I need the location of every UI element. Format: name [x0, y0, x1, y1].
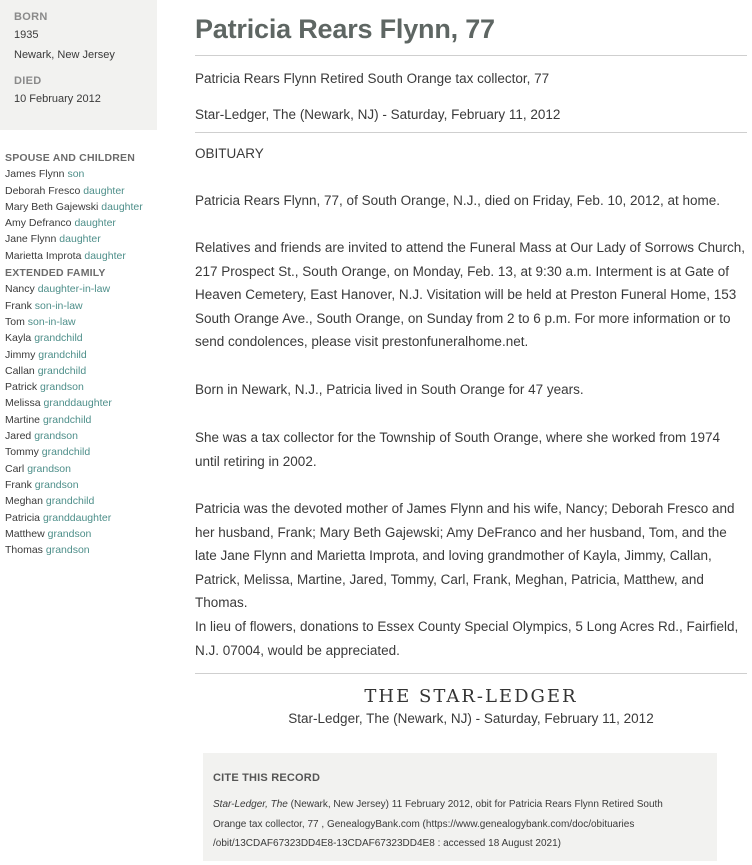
obit-paragraph: She was a tax collector for the Township of South Orange, where she worked from 1974 until retiring in 2002.: [195, 430, 721, 469]
member-relation-link[interactable]: grandson: [45, 544, 90, 557]
member-relation-link[interactable]: grandson: [40, 381, 84, 394]
member-relation-link[interactable]: grandchild: [38, 348, 87, 361]
divider: [195, 132, 747, 133]
cite-heading: CITE THIS RECORD: [213, 772, 321, 784]
member-name: Tommy: [5, 446, 39, 459]
divider: [195, 55, 747, 56]
cite-text: [213, 795, 707, 854]
family-member: [5, 412, 155, 428]
extended-family-heading: EXTENDED FAMILY: [5, 267, 106, 280]
member-name: Patrick: [5, 381, 38, 394]
member-relation-link[interactable]: daughter-in-law: [37, 283, 111, 296]
member-name: Frank: [5, 299, 32, 312]
family-member: [5, 477, 155, 493]
member-relation-link[interactable]: grandson: [47, 527, 92, 540]
member-relation-link[interactable]: daughter: [74, 217, 116, 230]
extended-family-list: [5, 281, 155, 558]
page-title: Patricia Rears Flynn, 77: [195, 14, 495, 44]
member-relation-link[interactable]: daughter: [59, 233, 101, 246]
member-name: James Flynn: [5, 168, 65, 181]
member-relation-link[interactable]: grandchild: [37, 364, 87, 377]
member-name: Marietta Improta: [5, 249, 82, 262]
family-member: [5, 363, 155, 379]
cite-line-3: /obit/13CDAF67323DD4E8-13CDAF67323DD4E8 : accessed 18 August 2021): [213, 838, 561, 849]
member-name: Matthew: [5, 527, 45, 540]
family-list: [5, 150, 155, 558]
member-relation-link[interactable]: grandson: [34, 430, 78, 443]
member-relation-link[interactable]: granddaughter: [42, 511, 112, 524]
cite-line-2: Orange tax collector, 77 , GenealogyBank.com (https://www.genealogybank.com/doc/obituaries: [213, 818, 635, 830]
family-member: [5, 166, 155, 182]
cite-line-1: (Newark, New Jersey) 11 February 2012, obit for Patricia Rears Flynn Retired South: [287, 799, 663, 810]
family-member: [5, 183, 155, 199]
obit-paragraph: Patricia was the devoted mother of James Flynn and his wife, Nancy; Deborah Fresco and her husband, Frank; Mary Beth Gajewski; Amy DeFranco and her husband, Tom, and the late Jane Flynn and Marietta Improta, and loving grandmother of Kayla, Jimmy, Callan, Patrick, Melissa, Martine, Jared, Tommy, Carl, Frank, Meghan, Patricia, Matthew, and Thomas.: [195, 501, 735, 610]
member-relation-link[interactable]: daughter: [83, 184, 125, 197]
family-member: [5, 347, 155, 363]
member-relation-link[interactable]: grandchild: [41, 446, 91, 459]
headline: Patricia Rears Flynn Retired South Orange tax collector, 77: [195, 71, 550, 86]
cite-publication: Star-Ledger, The: [213, 799, 288, 810]
obit-paragraph: In lieu of flowers, donations to Essex County Special Olympics, 5 Long Acres Rd., Fairfield, N.J. 07004, would be appreciated.: [195, 619, 739, 658]
family-member: [5, 395, 155, 411]
obit-paragraph: Relatives and friends are invited to attend the Funeral Mass at Our Lady of Sorrows Church, 217 Prospect St., South Orange, on Monday, Feb. 13, at 9:30 a.m. Interment is at Gate of Heaven Cemetery, East Hanover, N.J. Visitation will be held at Preston Funeral Home, 153 South Orange Ave., South Orange, on Sunday from 2 to 6 p.m. For more information or to send condolences, please visit prestonfuneralhome.net.: [195, 240, 746, 349]
family-member: [5, 444, 155, 460]
member-name: Martine: [5, 413, 41, 426]
family-member: [5, 231, 155, 247]
obit-paragraph: Patricia Rears Flynn, 77, of South Orange, N.J., died on Friday, Feb. 10, 2012, at home.: [195, 193, 721, 208]
family-member: [5, 526, 155, 542]
family-member: [5, 542, 155, 558]
family-member: [5, 428, 155, 444]
member-relation-link[interactable]: grandchild: [45, 495, 95, 508]
family-member: [5, 510, 155, 526]
member-name: Kayla: [5, 332, 32, 345]
died-label: DIED: [14, 75, 42, 87]
cite-record-box: [203, 753, 717, 861]
member-name: Jimmy: [5, 348, 36, 361]
member-name: Amy Defranco: [5, 217, 72, 230]
member-name: Nancy: [5, 283, 35, 296]
family-member: [5, 215, 155, 231]
born-year: 1935: [14, 29, 39, 41]
member-name: Melissa: [5, 397, 41, 410]
member-relation-link[interactable]: granddaughter: [43, 397, 112, 410]
died-date: 10 February 2012: [14, 93, 101, 105]
member-name: Meghan: [5, 495, 43, 508]
family-member: [5, 199, 155, 215]
family-member: [5, 314, 155, 330]
member-name: Callan: [5, 364, 35, 377]
member-relation-link[interactable]: son: [67, 168, 85, 181]
masthead-source: Star-Ledger, The (Newark, NJ) - Saturday, February 11, 2012: [288, 711, 654, 726]
spouse-children-list: [5, 166, 155, 264]
member-name: Jane Flynn: [5, 233, 57, 246]
member-name: Jared: [5, 430, 32, 443]
member-relation-link[interactable]: grandson: [34, 478, 79, 491]
member-relation-link[interactable]: grandchild: [34, 332, 83, 345]
member-relation-link[interactable]: son-in-law: [27, 315, 76, 328]
member-relation-link[interactable]: grandchild: [42, 413, 92, 426]
family-member: [5, 281, 155, 297]
member-relation-link[interactable]: daughter: [84, 249, 126, 262]
member-name: Patricia: [5, 511, 41, 524]
member-name: Deborah Fresco: [5, 184, 81, 197]
newspaper-masthead: THE STAR-LEDGER: [364, 686, 578, 707]
family-member: [5, 298, 155, 314]
family-member: [5, 461, 155, 477]
born-label: BORN: [14, 11, 48, 23]
obit-paragraph: Born in Newark, N.J., Patricia lived in South Orange for 47 years.: [195, 382, 584, 397]
family-member: [5, 493, 155, 509]
member-name: Tom: [5, 315, 25, 328]
member-name: Frank: [5, 478, 32, 491]
member-name: Carl: [5, 462, 25, 475]
spouse-children-heading: SPOUSE AND CHILDREN: [5, 152, 136, 164]
member-relation-link[interactable]: grandson: [27, 462, 71, 475]
vitals-panel: [0, 0, 157, 130]
born-place: Newark, New Jersey: [14, 49, 115, 61]
member-relation-link[interactable]: son-in-law: [34, 299, 83, 312]
divider: [195, 673, 747, 674]
source-line: Star-Ledger, The (Newark, NJ) - Saturday, February 11, 2012: [195, 107, 561, 122]
member-name: Mary Beth Gajewski: [5, 200, 99, 213]
section-label: OBITUARY: [195, 146, 264, 161]
family-member: [5, 379, 155, 395]
family-member: [5, 248, 155, 264]
member-name: Thomas: [5, 544, 43, 557]
member-relation-link[interactable]: daughter: [101, 200, 143, 213]
family-member: [5, 330, 155, 346]
